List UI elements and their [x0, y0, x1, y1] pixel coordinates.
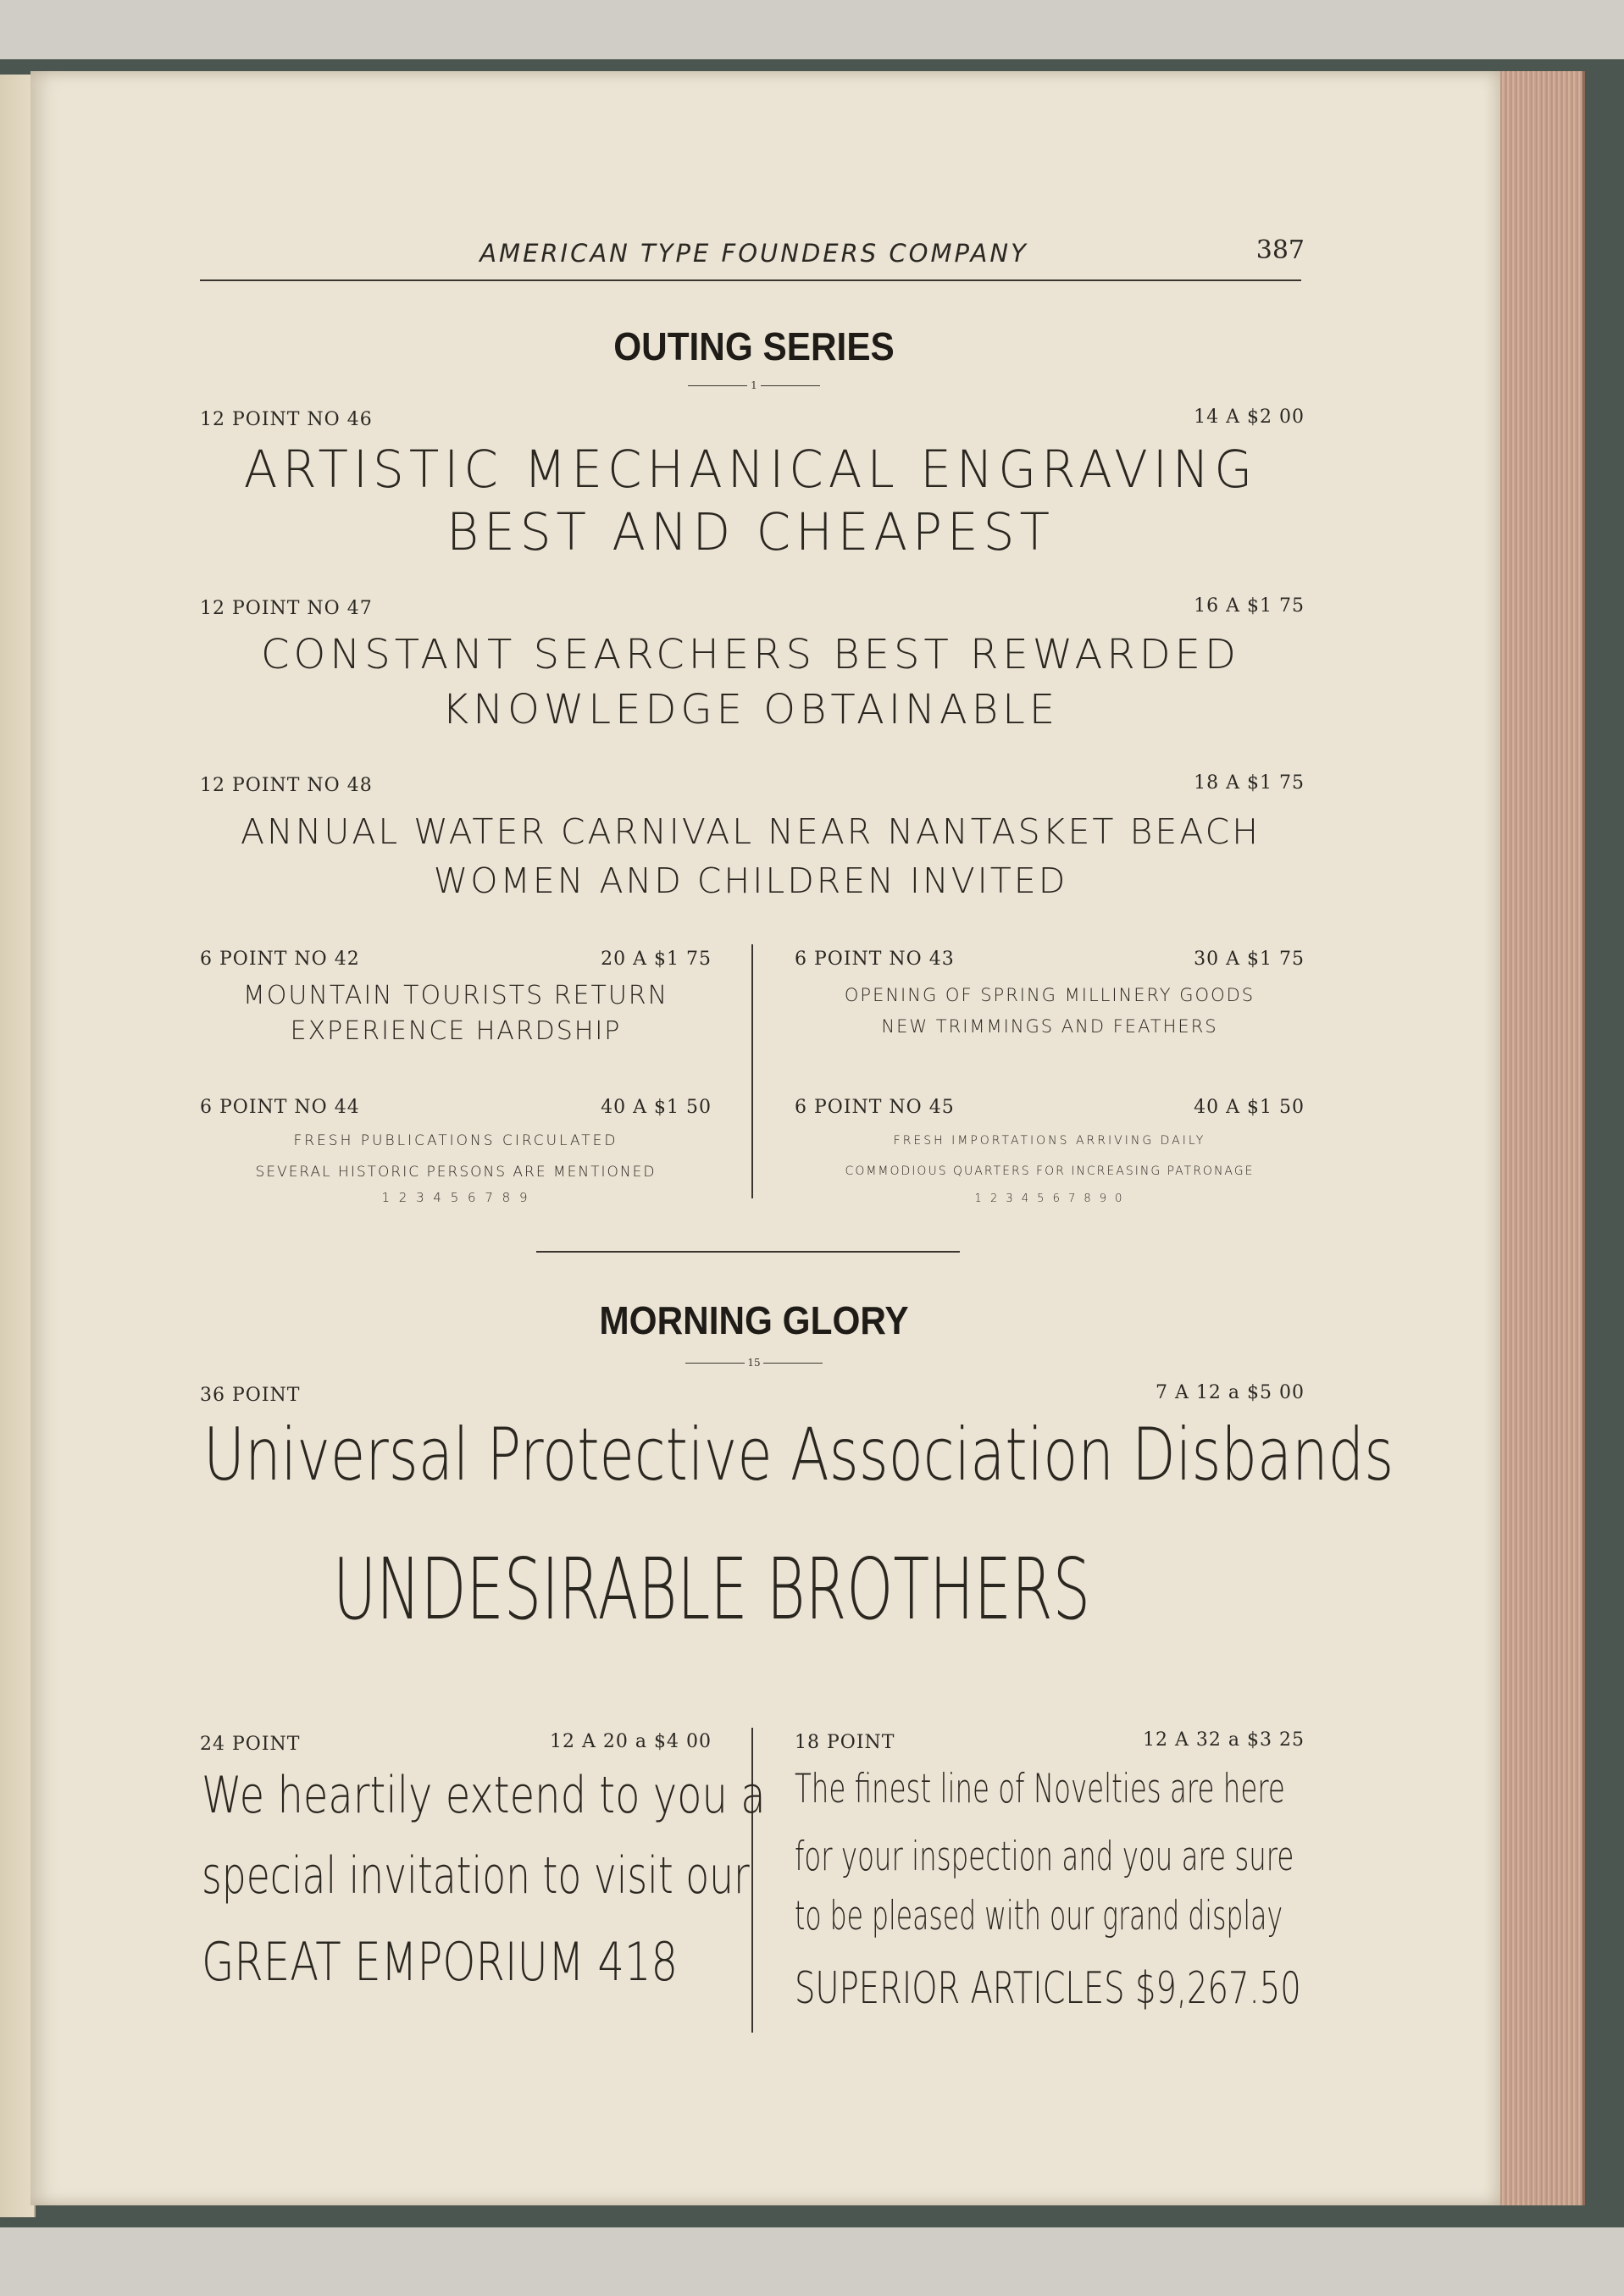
specimen-line: MOUNTAIN TOURISTS RETURN: [242, 981, 669, 1010]
spec-size: 6 POINT NO 45: [795, 1097, 955, 1118]
specimen-digits: 1 2 3 4 5 6 7 8 9: [381, 1190, 530, 1205]
spec-size: 12 POINT NO 48: [200, 775, 373, 796]
specimen-line: EXPERIENCE HARDSHIP: [290, 1016, 622, 1046]
specimen-line: SEVERAL HISTORIC PERSONS ARE MENTIONED: [255, 1164, 657, 1181]
column-divider: [751, 944, 753, 1198]
specimen-line: GREAT EMPORIUM 418: [202, 1931, 679, 1993]
spec-size: 6 POINT NO 42: [200, 949, 360, 970]
spec-price: 7 A 12 a $5 00: [1156, 1382, 1305, 1403]
spec-size: 12 POINT NO 46: [200, 409, 373, 430]
specimen-line: OPENING OF SPRING MILLINERY GOODS: [844, 985, 1255, 1005]
section-rule: [536, 1251, 960, 1253]
specimen-line: Universal Protective Association Disbands: [203, 1413, 1394, 1497]
specimen-line: special invitation to visit our: [202, 1846, 750, 1906]
spec-size: 6 POINT NO 43: [795, 949, 955, 970]
page-edges: [1489, 71, 1585, 2205]
specimen-line: WOMEN AND CHILDREN INVITED: [433, 860, 1068, 901]
specimen-line: for your inspection and you are sure: [795, 1834, 1294, 1880]
specimen-line: NEW TRIMMINGS AND FEATHERS: [881, 1016, 1218, 1037]
spec-size: 12 POINT NO 47: [200, 598, 373, 619]
spec-price: 20 A $1 75: [601, 949, 712, 970]
spec-price: 40 A $1 50: [1194, 1097, 1305, 1118]
spec-size: 6 POINT NO 44: [200, 1097, 360, 1118]
spec-price: 12 A 32 a $3 25: [1143, 1729, 1305, 1751]
specimen-line: COMMODIOUS QUARTERS FOR INCREASING PATRONAGE: [845, 1165, 1255, 1178]
specimen-line: ARTISTIC MECHANICAL ENGRAVING: [243, 439, 1258, 500]
specimen-line: The finest line of Novelties are here: [795, 1766, 1285, 1812]
specimen-line: BEST AND CHEAPEST: [446, 501, 1055, 562]
specimen-line: We heartily extend to you a: [202, 1766, 766, 1825]
spec-price: 30 A $1 75: [1194, 949, 1305, 970]
spec-price: 14 A $2 00: [1194, 407, 1305, 428]
section-title-morning-glory: MORNING GLORY: [599, 1298, 909, 1342]
specimen-line: KNOWLEDGE OBTAINABLE: [441, 686, 1060, 733]
spec-size: 24 POINT: [200, 1734, 301, 1755]
page-number: 387: [1255, 235, 1305, 265]
running-title: AMERICAN TYPE FOUNDERS COMPANY: [479, 239, 1028, 268]
spec-price: 16 A $1 75: [1194, 595, 1305, 617]
specimen-line: ANNUAL WATER CARNIVAL NEAR NANTASKET BEACH: [240, 811, 1261, 852]
spec-price: 18 A $1 75: [1194, 772, 1305, 794]
specimen-line: UNDESIRABLE BROTHERS: [333, 1540, 1091, 1639]
specimen-line: CONSTANT SEARCHERS BEST REWARDED: [261, 631, 1240, 678]
specimen-line: to be pleased with our grand display: [795, 1893, 1283, 1939]
specimen-digits: 1 2 3 4 5 6 7 8 9 0: [974, 1192, 1125, 1205]
ornament-divider: 1: [669, 379, 839, 391]
ornament-divider: 15: [669, 1357, 839, 1369]
header-rule: [200, 279, 1301, 281]
spec-size: 18 POINT: [795, 1732, 895, 1753]
specimen-line: SUPERIOR ARTICLES $9,267.50: [795, 1963, 1301, 2014]
section-title-outing: OUTING SERIES: [613, 324, 895, 368]
spec-size: 36 POINT: [200, 1385, 301, 1406]
spec-price: 12 A 20 a $4 00: [550, 1731, 712, 1752]
specimen-line: FRESH IMPORTATIONS ARRIVING DAILY: [893, 1134, 1206, 1148]
specimen-line: FRESH PUBLICATIONS CIRCULATED: [293, 1132, 618, 1149]
spec-price: 40 A $1 50: [601, 1097, 712, 1118]
